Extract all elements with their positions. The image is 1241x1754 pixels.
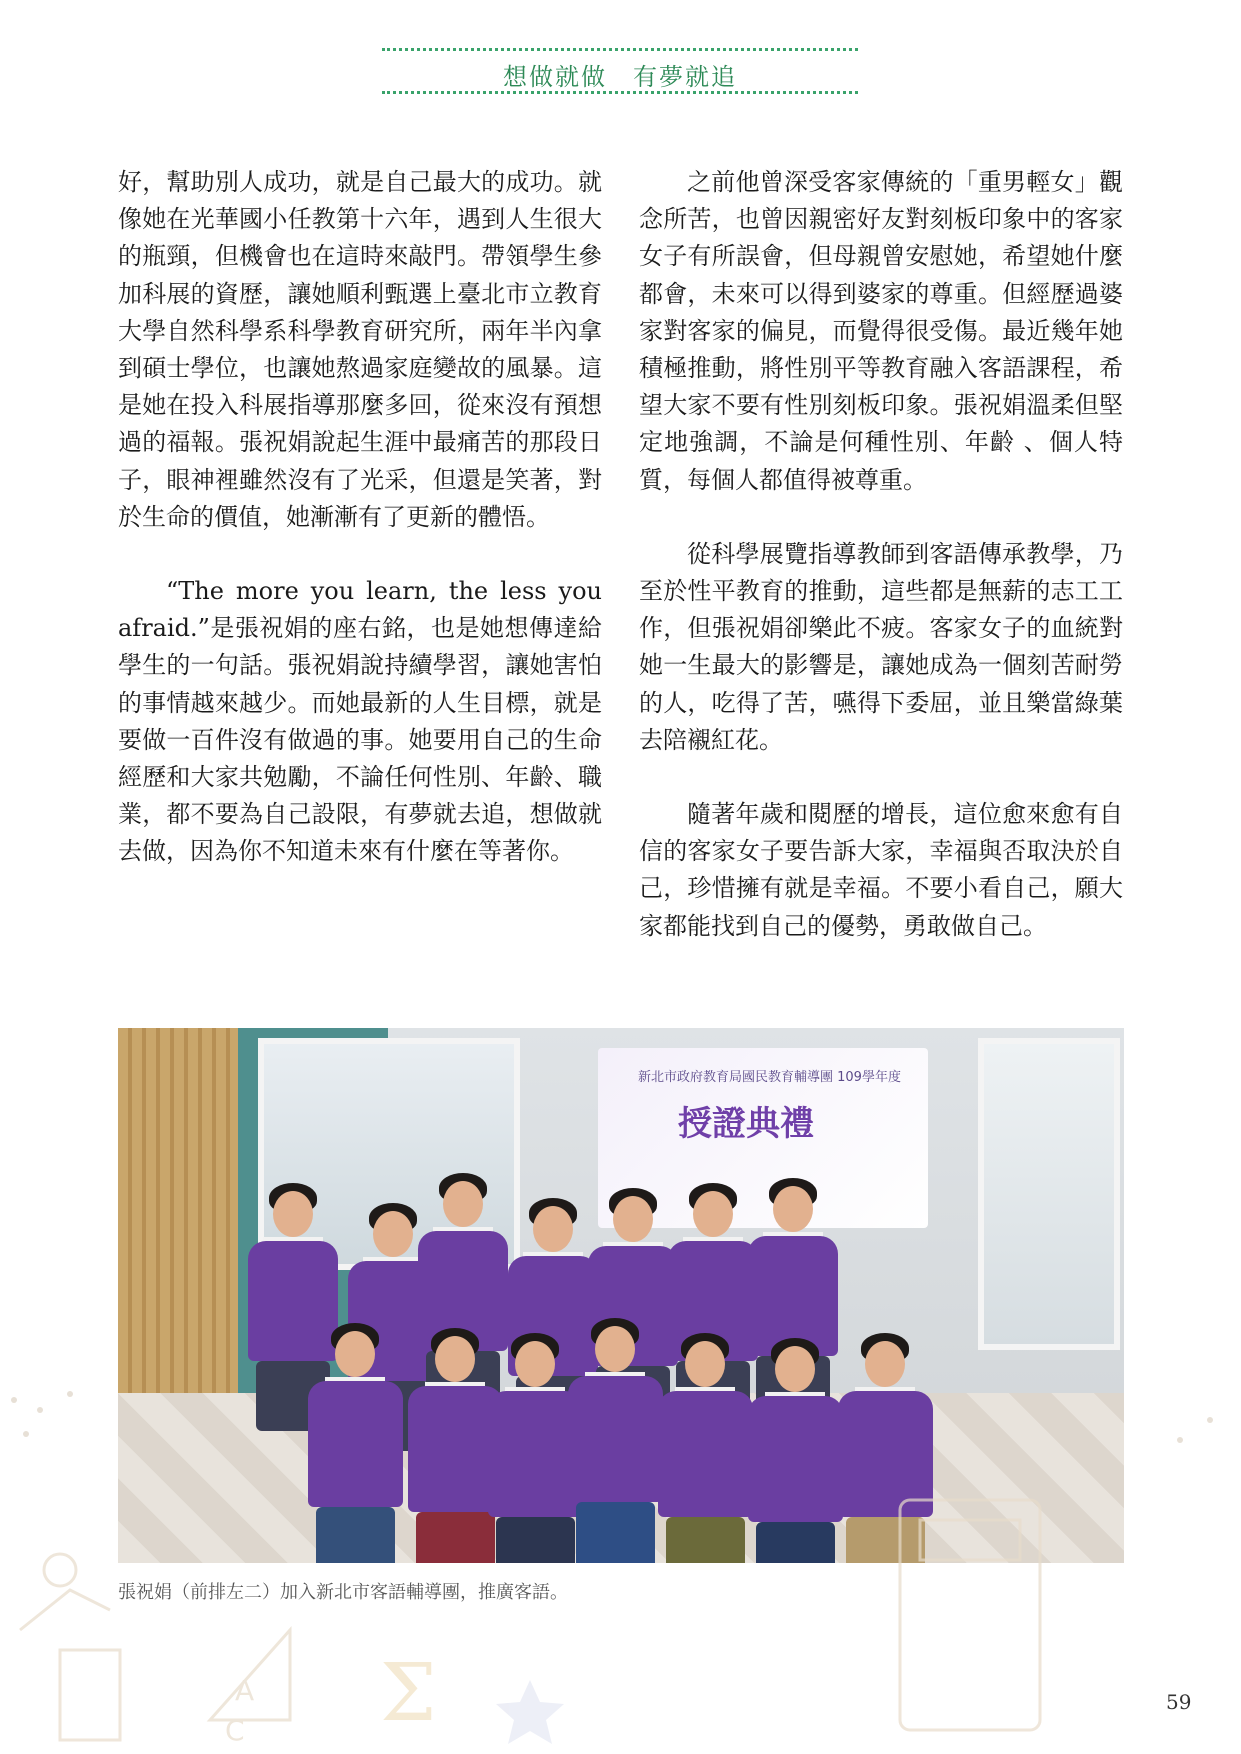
banner-title: 授證典禮: [678, 1104, 814, 1144]
photo-window-right: [978, 1038, 1120, 1350]
svg-text:Σ: Σ: [380, 1646, 437, 1739]
svg-text:C: C: [225, 1714, 245, 1747]
photo-people-group: [228, 1123, 988, 1563]
left-column: [118, 164, 602, 871]
left-paragraph-2: “The more you learn, the less you afraid.”是張祝娟的座右銘，也是她想傳達給學生的一句話。張祝娟說持續學習，讓她害怕的事情越來越少。而她最新的人生目標，就是要做一百件沒有做過的事。她要用自己的生命經歷和大家共勉勵，不論任何性別、年齡、職業，都不要為自己設限，有夢就去追，想做就去做，因為你不知道未來有什麼在等著你。: [118, 577, 602, 866]
header-title: 想做就做 有夢就追: [503, 63, 737, 91]
banner-subtitle: 新北市政府教育局國民教育輔導團 109學年度: [638, 1070, 901, 1085]
left-paragraph-1: 好，幫助別人成功，就是自己最大的成功。就像她在光華國小任教第十六年，遇到人生很大的瓶頸，但機會也在這時來敲門。帶領學生參加科展的資歷，讓她順利甄選上臺北市立教育大學自然科學系科學教育研究所，兩年半內拿到碩士學位，也讓她熬過家庭變故的風暴。這是她在投入科展指導那麼多回，從來沒有預想過的福報。張祝娟說起生涯中最痛苦的那段日子，眼神裡雖然沒有了光采，但還是笑著，對於生命的價值，她漸漸有了更新的體悟。: [118, 168, 602, 531]
header-dotted-rule-top: [382, 48, 858, 51]
right-paragraph-3: 隨著年歲和閱歷的增長，這位愈來愈有自信的客家女子要告訴大家，幸福與否取決於自己，珍惜擁有就是幸福。不要小看自己，願大家都能找到自己的優勢，勇敢做自己。: [639, 800, 1123, 940]
right-paragraph-1: 之前他曾深受客家傳統的「重男輕女」觀念所苦，也曾因親密好友對刻板印象中的客家女子有所誤會，但母親曾安慰她，希望她什麼都會，未來可以得到婆家的尊重。但經歷過婆家對客家的偏見，而覺得很受傷。最近幾年她積極推動，將性別平等教育融入客語課程，希望大家不要有性別刻板印象。張祝娟溫柔但堅定地強調，不論是何種性別、年齡 、個人特質，每個人都值得被尊重。: [639, 168, 1123, 494]
page-number: 59: [1166, 1690, 1192, 1714]
header-dotted-rule-bottom: [382, 91, 858, 94]
svg-text:A: A: [235, 1674, 255, 1707]
right-column: [639, 164, 1123, 945]
group-photo: [118, 1028, 1124, 1563]
photo-caption: 張祝娟（前排左二）加入新北市客語輔導團，推廣客語。: [118, 1582, 568, 1603]
running-header: [382, 48, 858, 94]
right-paragraph-2: 從科學展覽指導教師到客語傳承教學，乃至於性平教育的推動，這些都是無薪的志工工作，但張祝娟卻樂此不疲。客家女子的血統對她一生最大的影響是，讓她成為一個刻苦耐勞的人，吃得了苦，嚥得下委屈，並且樂當綠葉去陪襯紅花。: [639, 539, 1123, 754]
